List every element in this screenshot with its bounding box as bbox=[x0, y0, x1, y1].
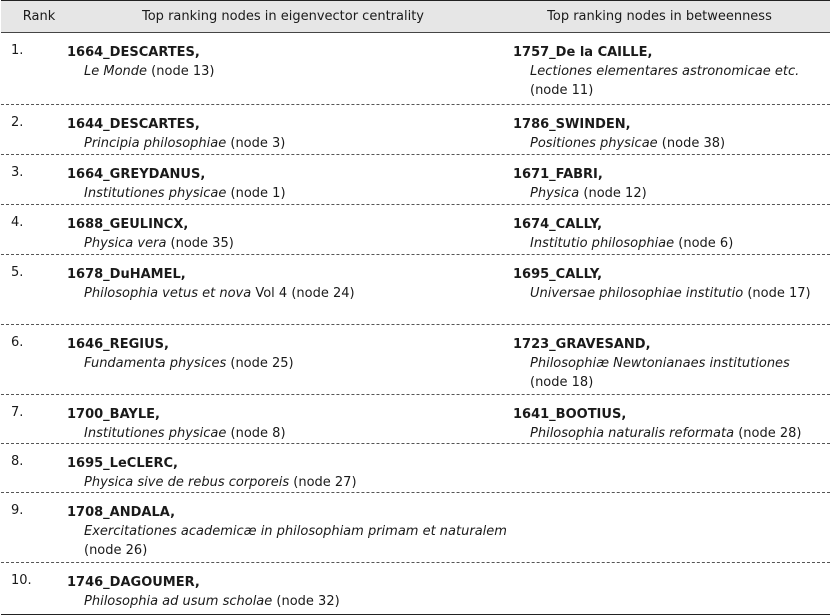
eigen-title: Exercitationes academicæ in philosophiam primam et naturalem bbox=[84, 524, 507, 539]
eigen-comma: , bbox=[155, 407, 160, 422]
between-comma: , bbox=[647, 45, 653, 60]
between-title: Universae philosophiae institutio bbox=[530, 286, 744, 301]
between-cell bbox=[513, 325, 830, 394]
between-title: Lectiones elementares astronomicae etc. bbox=[530, 64, 800, 79]
eigen-comma: , bbox=[194, 117, 200, 132]
rank-cell: 8. bbox=[11, 454, 24, 469]
between-node-name: 1757_De la CAILLE bbox=[513, 45, 648, 60]
table-row bbox=[1, 155, 830, 205]
between-title: Philosophiæ Newtonianaes institutiones bbox=[530, 356, 790, 371]
between-title: Philosophia naturalis reformata bbox=[530, 426, 735, 441]
eigen-comma: , bbox=[200, 167, 206, 182]
eigen-cell bbox=[67, 205, 513, 254]
table-row bbox=[1, 105, 830, 155]
between-node: (node 28) bbox=[734, 426, 802, 441]
rank-cell: 9. bbox=[11, 503, 24, 518]
table-row bbox=[1, 325, 830, 395]
rank-cell: 5. bbox=[11, 265, 24, 280]
between-cell bbox=[513, 493, 830, 562]
between-cell bbox=[513, 255, 830, 324]
between-title: Positiones physicae bbox=[530, 136, 658, 151]
eigen-title: Philosophia vetus et nova bbox=[84, 286, 252, 301]
eigen-node: (node 25) bbox=[226, 356, 294, 371]
eigen-node-name: 1708_ANDALA bbox=[67, 505, 171, 520]
between-node: (node 18) bbox=[530, 375, 594, 390]
eigen-cell bbox=[67, 155, 513, 204]
rank-cell: 4. bbox=[11, 215, 24, 230]
between-node: (node 6) bbox=[674, 236, 734, 251]
eigen-title: Physica sive de rebus corporeis bbox=[84, 475, 290, 490]
between-node-name: 1641_BOOTIUS bbox=[513, 407, 622, 422]
between-node: (node 11) bbox=[530, 83, 594, 98]
between-cell bbox=[513, 155, 830, 204]
between-comma: , bbox=[597, 167, 603, 182]
between-comma: , bbox=[621, 407, 627, 422]
between-node-name: 1674_CALLY bbox=[513, 217, 598, 232]
eigen-cell bbox=[67, 255, 513, 324]
eigen-node-name: 1695_LeCLERC bbox=[67, 456, 174, 471]
eigen-node-name: 1678_DuHAMEL bbox=[67, 267, 181, 282]
eigen-cell bbox=[67, 105, 513, 154]
eigen-comma: , bbox=[194, 45, 200, 60]
table-row bbox=[1, 395, 830, 444]
eigen-node-name: 1746_DAGOUMER bbox=[67, 575, 195, 590]
rank-cell: 3. bbox=[11, 165, 24, 180]
between-node: (node 17) bbox=[743, 286, 811, 301]
between-cell bbox=[513, 563, 830, 614]
eigen-cell bbox=[67, 395, 513, 443]
between-node: (node 38) bbox=[657, 136, 726, 151]
between-comma: , bbox=[597, 217, 603, 232]
eigen-comma: , bbox=[164, 337, 169, 352]
table-row bbox=[1, 33, 830, 105]
between-node-name: 1723_GRAVESAND bbox=[513, 337, 646, 352]
between-node: (node 12) bbox=[579, 186, 647, 201]
between-cell bbox=[513, 444, 830, 492]
eigen-cell bbox=[67, 444, 513, 492]
eigen-cell bbox=[67, 33, 513, 104]
header-eigenvector: Top ranking nodes in eigenvector centrality bbox=[142, 9, 424, 24]
eigen-title: Institutiones physicae bbox=[84, 186, 227, 201]
table-row bbox=[1, 563, 830, 614]
eigen-node: Vol 4 (node 24) bbox=[251, 286, 355, 301]
eigen-node: (node 3) bbox=[226, 136, 286, 151]
eigen-node-name: 1664_DESCARTES bbox=[67, 45, 195, 60]
table-row bbox=[1, 444, 830, 493]
eigen-node: (node 1) bbox=[226, 186, 286, 201]
table-row bbox=[1, 493, 830, 563]
header-rank: Rank bbox=[22, 9, 56, 24]
table-header bbox=[1, 1, 830, 33]
eigen-comma: , bbox=[173, 456, 178, 471]
between-cell bbox=[513, 395, 830, 443]
eigen-cell bbox=[67, 493, 513, 562]
rank-cell: 7. bbox=[11, 405, 24, 420]
rank-cell: 1. bbox=[11, 43, 24, 58]
eigen-title: Physica vera bbox=[84, 236, 167, 251]
table-row bbox=[1, 255, 830, 325]
header-betweenness: Top ranking nodes in betweenness bbox=[547, 9, 772, 24]
eigen-node-name: 1700_BAYLE bbox=[67, 407, 155, 422]
between-comma: , bbox=[625, 117, 631, 132]
between-cell bbox=[513, 205, 830, 254]
eigen-comma: , bbox=[180, 267, 186, 282]
eigen-cell bbox=[67, 563, 513, 614]
rank-cell: 2. bbox=[11, 115, 24, 130]
rank-cell: 6. bbox=[11, 335, 24, 350]
eigen-node: (node 27) bbox=[289, 475, 357, 490]
eigen-title: Fundamenta physices bbox=[84, 356, 227, 371]
between-cell bbox=[513, 105, 830, 154]
eigen-title: Philosophia ad usum scholae bbox=[84, 594, 273, 609]
eigen-node: (node 35) bbox=[166, 236, 234, 251]
between-comma: , bbox=[645, 337, 651, 352]
between-cell bbox=[513, 33, 830, 104]
eigen-node: (node 8) bbox=[226, 426, 286, 441]
eigen-title: Principia philosophiae bbox=[84, 136, 227, 151]
eigen-title: Institutiones physicae bbox=[84, 426, 227, 441]
eigen-node: (node 13) bbox=[147, 64, 215, 79]
between-title: Institutio philosophiae bbox=[530, 236, 675, 251]
eigen-node: (node 26) bbox=[84, 543, 148, 558]
table-row bbox=[1, 205, 830, 255]
ranking-table bbox=[1, 0, 830, 615]
eigen-comma: , bbox=[170, 505, 176, 520]
between-node-name: 1671_FABRI bbox=[513, 167, 598, 182]
between-node-name: 1695_CALLY bbox=[513, 267, 598, 282]
eigen-title: Le Monde bbox=[84, 64, 148, 79]
eigen-comma: , bbox=[194, 575, 200, 590]
between-title: Physica bbox=[530, 186, 580, 201]
eigen-cell bbox=[67, 325, 513, 394]
between-comma: , bbox=[597, 267, 603, 282]
eigen-node-name: 1664_GREYDANUS bbox=[67, 167, 201, 182]
eigen-node: (node 32) bbox=[272, 594, 340, 609]
between-node-name: 1786_SWINDEN bbox=[513, 117, 626, 132]
rank-cell: 10. bbox=[11, 573, 32, 588]
eigen-node-name: 1688_GEULINCX, bbox=[67, 217, 189, 232]
eigen-node-name: 1646_REGIUS bbox=[67, 337, 164, 352]
eigen-node-name: 1644_DESCARTES bbox=[67, 117, 195, 132]
